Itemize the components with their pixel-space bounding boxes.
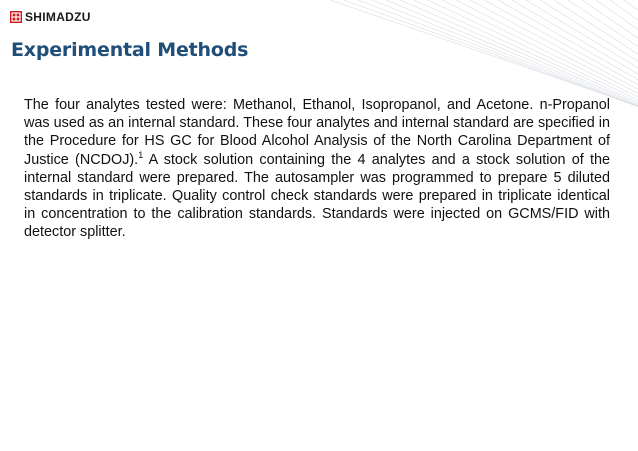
shimadzu-logo bbox=[10, 10, 91, 24]
logo-brand-text: SHIMADZU bbox=[25, 10, 91, 24]
body-paragraph bbox=[24, 96, 610, 242]
decorative-line bbox=[330, 0, 638, 110]
body-text-part-2: A stock solution containing the 4 analytes and a stock solution of the internal standard were prepared. The autosampler was programmed to prepare 5 diluted standards in triplicate. Quality control check standards were prepared in triplicate identical in concentration to the calibration standards. Standards were injected on GCMS/FID with detector splitter. bbox=[24, 151, 610, 241]
citation-superscript: 1 bbox=[138, 149, 144, 160]
decorative-line bbox=[610, 0, 638, 230]
decorative-line bbox=[624, 0, 638, 236]
page-title: Experimental Methods bbox=[11, 39, 249, 61]
shimadzu-logo-icon bbox=[10, 11, 22, 23]
body-text-part-1: The four analytes tested were: Methanol, Ethanol, Isopropanol, and Acetone. n-Propanol was used as an internal standard. These four analytes and internal standard are specified in the Procedure for HS GC for Blood Alcohol Analysis of the North Carolina Department of Justice (NCDOJ). bbox=[24, 97, 610, 168]
